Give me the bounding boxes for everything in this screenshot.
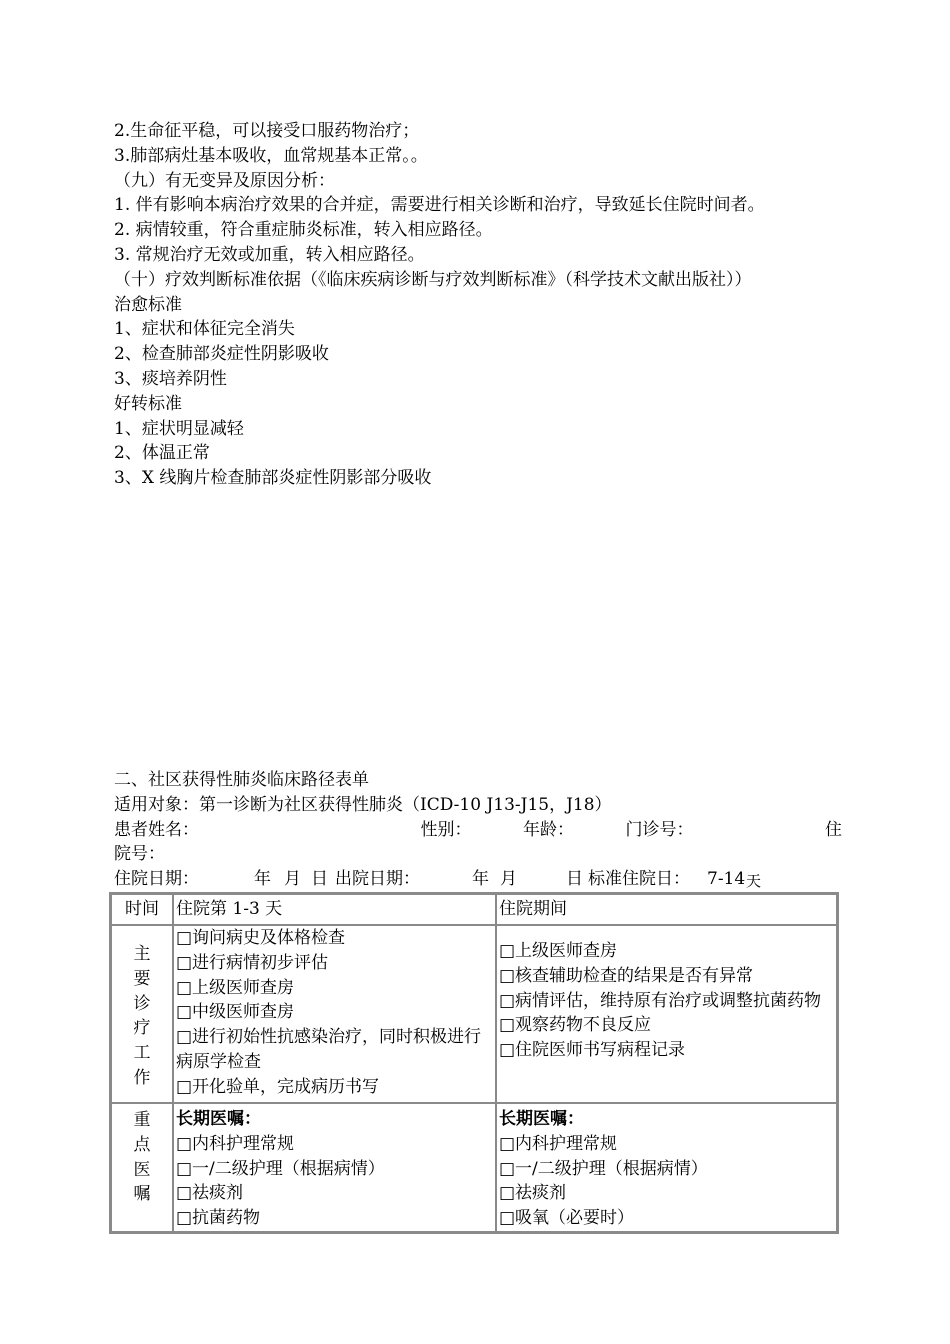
row-main-day1-3 xyxy=(173,925,496,1103)
task-item: □上级医师查房 xyxy=(499,941,618,961)
gender-label: 性别： xyxy=(420,819,472,840)
order-item: □内科护理常规 xyxy=(499,1133,618,1154)
label-char: 作 xyxy=(133,1067,151,1088)
pathway-form-header xyxy=(114,768,844,892)
text-line: 3.肺部病灶基本吸收，血常规基本正常。。 xyxy=(114,145,428,166)
text-line: 3、X 线胸片检查肺部炎症性阴影部分吸收 xyxy=(114,468,432,489)
task-item: □进行病情初步评估 xyxy=(176,952,329,973)
text-line: 3、痰培养阴性 xyxy=(114,368,227,389)
task-item: □观察药物不良反应 xyxy=(499,1015,652,1036)
admit-day: 日 xyxy=(311,869,328,890)
inpatient-label-start: 住 xyxy=(825,819,842,840)
text-line: 2、体温正常 xyxy=(114,443,210,464)
outpatient-label: 门诊号： xyxy=(625,819,694,840)
discharge-year: 年 xyxy=(472,869,489,890)
label-char: 疗 xyxy=(133,1018,151,1039)
header-during-stay-label: 住院期间 xyxy=(499,899,567,919)
age-label: 年龄： xyxy=(523,819,574,840)
label-char: 点 xyxy=(133,1134,151,1155)
order-item: □内科护理常规 xyxy=(176,1133,295,1154)
order-item: □一/二级护理（根据病情） xyxy=(499,1158,708,1179)
order-item: □抗菌药物 xyxy=(176,1208,261,1229)
text-line: 好转标准 xyxy=(114,393,182,414)
task-item: □进行初始性抗感染治疗，同时积极进行病原学检查 xyxy=(176,1027,482,1072)
text-line: 2. 病情较重，符合重症肺炎标准，转入相应路径。 xyxy=(114,220,493,241)
header-during-stay xyxy=(496,894,837,925)
header-day1-3 xyxy=(173,894,496,925)
text-line: 1、症状和体征完全消失 xyxy=(114,319,295,340)
discharge-month: 月 xyxy=(500,869,517,890)
long-term-orders-heading: 长期医嘱： xyxy=(176,1109,261,1129)
header-time-label: 时间 xyxy=(125,899,159,919)
standard-stay-label: 标准住院日： xyxy=(588,869,690,890)
admit-year: 年 xyxy=(254,869,271,890)
row-orders-day1-3 xyxy=(173,1103,496,1232)
label-char: 诊 xyxy=(133,993,151,1014)
label-char: 重 xyxy=(133,1110,151,1130)
task-item: □询问病史及体格检查 xyxy=(176,928,346,948)
discharge-date-label: 出院日期： xyxy=(335,869,420,890)
order-item: □一/二级护理（根据病情） xyxy=(176,1158,385,1179)
task-item: □开化验单，完成病历书写 xyxy=(176,1076,380,1097)
inpatient-label-end: 院号： xyxy=(114,844,165,865)
task-item: □上级医师查房 xyxy=(176,977,295,998)
label-char: 主 xyxy=(133,944,151,964)
admit-month: 月 xyxy=(284,869,301,890)
admit-date-label: 住院日期： xyxy=(114,869,199,890)
row-main-during-stay xyxy=(496,925,837,1103)
header-day1-3-label: 住院第 1-3 天 xyxy=(176,899,283,919)
pathway-table xyxy=(109,892,839,1234)
long-term-orders-heading: 长期医嘱： xyxy=(499,1109,584,1129)
label-char: 嘱 xyxy=(133,1184,151,1205)
text-line: 1、症状明显减轻 xyxy=(114,418,244,439)
label-char: 工 xyxy=(133,1043,151,1064)
standard-stay-unit: 天 xyxy=(746,872,762,891)
row-orders-label xyxy=(111,1103,173,1232)
text-line: 2.生命征平稳，可以接受口服药物治疗； xyxy=(114,121,420,141)
order-item: □祛痰剂 xyxy=(176,1183,244,1204)
row-main-label xyxy=(111,925,173,1103)
text-line: 1. 伴有影响本病治疗效果的合并症，需要进行相关诊断和治疗，导致延长住院时间者。 xyxy=(114,195,765,216)
text-line: 治愈标准 xyxy=(114,294,182,315)
standard-stay-value: 7-14 xyxy=(707,869,746,890)
patient-name-label: 患者姓名： xyxy=(114,819,199,840)
task-item: □住院医师书写病程记录 xyxy=(499,1040,686,1061)
text-line: 2、检查肺部炎症性阴影吸收 xyxy=(114,344,329,365)
order-item: □祛痰剂 xyxy=(499,1183,567,1204)
label-char: 医 xyxy=(133,1159,151,1180)
text-line: （九）有无变异及原因分析： xyxy=(114,170,335,191)
header-time xyxy=(111,894,173,925)
row-orders-during-stay xyxy=(496,1103,837,1232)
dates-row xyxy=(114,867,844,892)
form-title: 二、社区获得性肺炎临床路径表单 xyxy=(114,770,369,790)
applies-to: 适用对象：第一诊断为社区获得性肺炎（ICD-10 J13-J15，J18） xyxy=(114,794,612,815)
task-item: □病情评估，维持原有治疗或调整抗菌药物 xyxy=(499,990,822,1011)
label-char: 要 xyxy=(133,968,151,989)
discharge-day: 日 xyxy=(566,869,583,890)
task-item: □核查辅助检查的结果是否有异常 xyxy=(499,965,754,986)
task-item: □中级医师查房 xyxy=(176,1002,295,1023)
criteria-section xyxy=(114,119,844,491)
text-line: 3. 常规治疗无效或加重，转入相应路径。 xyxy=(114,244,425,265)
order-item: □吸氧（必要时） xyxy=(499,1208,635,1229)
patient-info-row xyxy=(114,818,842,843)
text-line: （十）疗效判断标准依据（《临床疾病诊断与疗效判断标准》（科学技术文献出版社）） xyxy=(114,269,752,290)
